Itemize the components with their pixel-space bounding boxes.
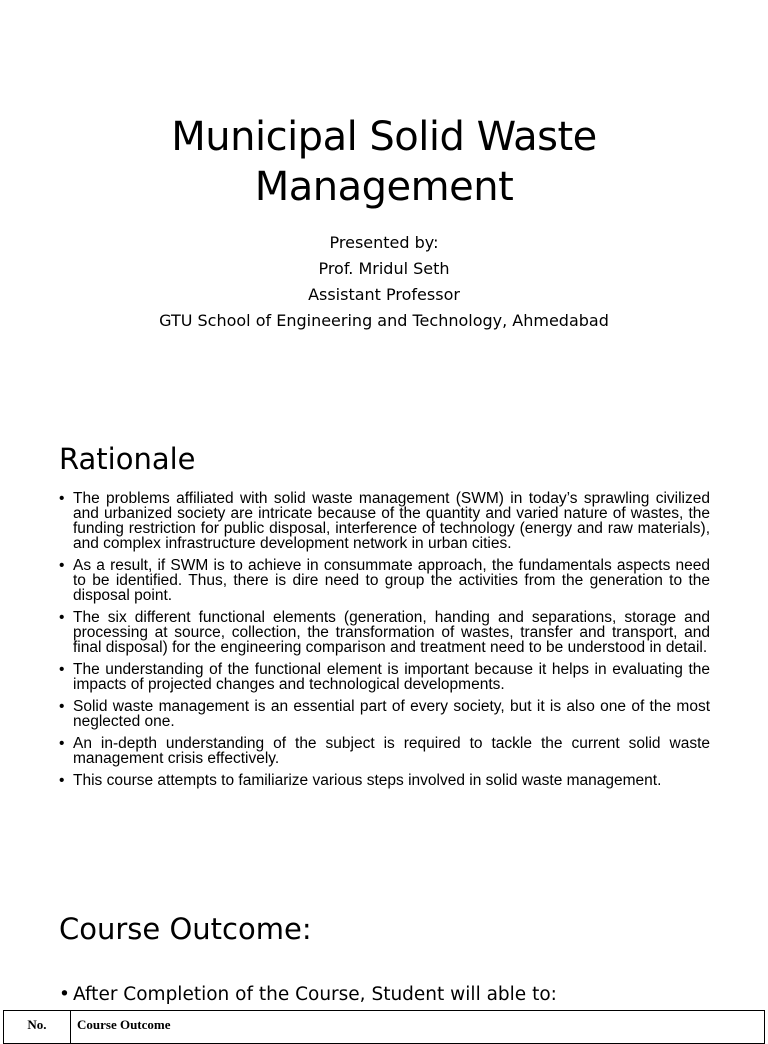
course-outcome-intro: • After Completion of the Course, Student will able to: [59, 983, 557, 1007]
title-line-2: Management [254, 164, 514, 210]
rationale-heading: Rationale [59, 442, 196, 476]
table-header-outcome: Course Outcome [71, 1011, 765, 1044]
rationale-bullet: • The six different functional elements (generation, handing and separations, storage and processing at source, collection, the transformation of wastes, transfer and transport, and final disposal) for the engineering comparison and treatment need to be understood in detail. [59, 610, 710, 655]
course-outcome-table [3, 1010, 765, 1044]
rationale-bullet: • This course attempts to familiarize various steps involved in solid waste management. [59, 773, 710, 788]
table-header-row [4, 1011, 765, 1044]
presenter-role: Assistant Professor [308, 285, 460, 304]
presenter-block [0, 230, 768, 334]
rationale-bullet: • An in-depth understanding of the subject is required to tackle the current solid waste management crisis effectively. [59, 736, 710, 766]
title-slide [0, 112, 768, 334]
presenter-name: Prof. Mridul Seth [318, 259, 450, 278]
title-line-1: Municipal Solid Waste [171, 114, 597, 160]
presenter-institution: GTU School of Engineering and Technology, Ahmedabad [159, 311, 609, 330]
rationale-list [59, 491, 710, 795]
rationale-bullet: • The understanding of the functional element is important because it helps in evaluating the impacts of projected changes and technological developments. [59, 662, 710, 692]
rationale-bullet: • As a result, if SWM is to achieve in consummate approach, the fundamentals aspects need to be identified. Thus, there is dire need to group the activities from the generation to the disposal point. [59, 558, 710, 603]
presented-by-label: Presented by: [329, 233, 439, 252]
page-title [0, 112, 768, 212]
course-outcome-heading: Course Outcome: [59, 912, 312, 946]
rationale-bullet: • The problems affiliated with solid waste management (SWM) in today’s sprawling civilized and urbanized society are intricate because of the quantity and varied nature of wastes, the funding restriction for public disposal, interference of technology (energy and raw materials), and complex infrastructure development network in urban cities. [59, 491, 710, 551]
table-header-no: No. [4, 1011, 71, 1044]
rationale-bullet: • Solid waste management is an essential part of every society, but it is also one of the most neglected one. [59, 699, 710, 729]
